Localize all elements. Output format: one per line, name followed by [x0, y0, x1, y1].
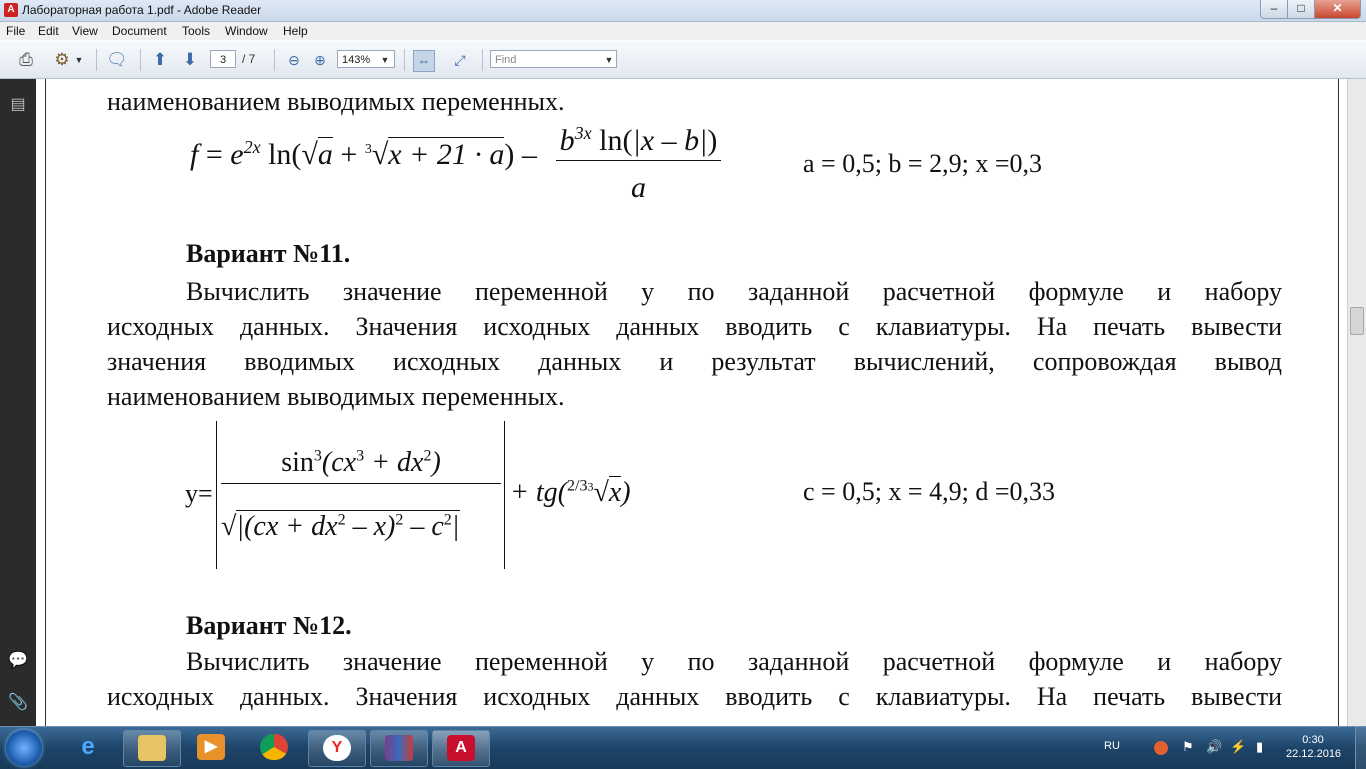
- formula-f-values: a = 0,5; b = 2,9; x =0,3: [803, 149, 1042, 178]
- maximize-button[interactable]: □: [1287, 0, 1315, 19]
- toolbar: [0, 41, 1366, 79]
- menu-document[interactable]: Document: [112, 24, 167, 38]
- taskbar-app[interactable]: [432, 730, 490, 767]
- menu-bar: [0, 22, 1366, 40]
- navigation-panel: [0, 79, 36, 726]
- taskbar-app[interactable]: [183, 730, 239, 765]
- toolbar-separator: [482, 49, 483, 71]
- menu-file[interactable]: File: [6, 24, 26, 38]
- formula-y-tangent: + tg($^{2/33}$√x): [510, 477, 631, 508]
- pages-icon[interactable]: ▤: [10, 96, 26, 113]
- taskbar-app[interactable]: [370, 730, 428, 767]
- adobe-reader-icon: A: [447, 735, 475, 761]
- document-view[interactable]: [36, 79, 1347, 726]
- toolbar-separator: [96, 49, 97, 71]
- clock-time: 0:30: [1302, 734, 1324, 746]
- page-total: / 7: [242, 52, 256, 66]
- zoom-out-icon[interactable]: ⊖: [288, 52, 300, 68]
- window-title: Лабораторная работа 1.pdf - Adobe Reader: [22, 3, 262, 17]
- taskbar-app[interactable]: [123, 730, 181, 767]
- vertical-scrollbar[interactable]: [1347, 79, 1366, 726]
- taskbar-app[interactable]: [246, 730, 302, 765]
- taskbar: [0, 726, 1366, 769]
- show-desktop-button[interactable]: [1355, 727, 1366, 769]
- comments-icon[interactable]: 💬: [8, 652, 28, 669]
- toolbar-separator: [140, 49, 141, 71]
- menu-help[interactable]: Help: [283, 24, 308, 38]
- close-button[interactable]: ✕: [1314, 0, 1361, 19]
- formula-y-lhs: y=: [185, 479, 213, 508]
- paragraph-line: исходных данных. Значения исходных данных вводить с клавиатуры. На печать вывести: [107, 312, 1282, 341]
- winrar-icon: [385, 735, 413, 761]
- chevron-down-icon[interactable]: ▼: [380, 55, 390, 65]
- tools-icon[interactable]: ⚙: [54, 50, 70, 69]
- print-icon[interactable]: ⎙: [19, 50, 33, 69]
- taskbar-app[interactable]: [60, 730, 116, 765]
- zoom-select[interactable]: 143%: [337, 50, 395, 68]
- paragraph-line: наименованием выводимых переменных.: [107, 87, 565, 116]
- ie-icon: e: [81, 733, 95, 760]
- yandex-icon: Y: [323, 735, 351, 761]
- menu-view[interactable]: View: [72, 24, 98, 38]
- menu-tools[interactable]: Tools: [182, 24, 211, 38]
- title-bar: [0, 0, 1366, 22]
- chevron-down-icon[interactable]: ▼: [604, 55, 614, 65]
- clock-date: 22.12.2016: [1286, 748, 1342, 760]
- clock[interactable]: [1286, 733, 1340, 761]
- attachment-icon[interactable]: 📎: [8, 694, 28, 711]
- media-player-icon: ▶: [197, 734, 225, 760]
- paragraph-line: значения вводимых исходных данных и результат вычислений, сопровождая вывод: [107, 347, 1282, 376]
- minimize-button[interactable]: –: [1260, 0, 1288, 19]
- language-indicator[interactable]: RU: [1104, 740, 1120, 752]
- chrome-icon: [260, 734, 288, 760]
- paragraph-line: Вычислить значение переменной y по заданной расчетной формуле и набору: [186, 647, 1282, 676]
- arrow-down-icon[interactable]: ⬇: [182, 50, 198, 69]
- flag-icon[interactable]: ⚑: [1182, 739, 1194, 754]
- arrow-up-icon[interactable]: ⬆: [152, 50, 168, 69]
- notification-icon[interactable]: ▮: [1256, 739, 1264, 754]
- formula-f: $f = e^{2x}$ ln(√a + $^3$√x + 21 · a) –: [190, 137, 537, 171]
- formula-f-denominator: a: [631, 171, 646, 204]
- fit-width-icon[interactable]: ⇔: [413, 50, 435, 72]
- adobe-reader-app-icon: A: [4, 3, 18, 17]
- abs-bar-left: [216, 421, 217, 569]
- paragraph-line: исходных данных. Значения исходных данных вводить с клавиатуры. На печать вывести: [107, 682, 1282, 711]
- paragraph-line: наименованием выводимых переменных.: [107, 382, 565, 411]
- menu-edit[interactable]: Edit: [38, 24, 59, 38]
- abs-bar-right: [504, 421, 505, 569]
- menu-window[interactable]: Window: [225, 24, 268, 38]
- formula-y-denominator: $√|(cx + dx^2 - x)^2 - c^2|$: [221, 511, 460, 542]
- toolbar-separator: [404, 49, 405, 71]
- chevron-down-icon[interactable]: ▼: [74, 55, 84, 65]
- formula-y-values: c = 0,5; x = 4,9; d =0,33: [803, 477, 1055, 506]
- page-number-input[interactable]: 3: [210, 50, 236, 68]
- folder-icon: [138, 735, 166, 761]
- formula-f-numerator: $b^{3x}$ ln(|x – b|): [556, 123, 721, 161]
- taskbar-app[interactable]: [308, 730, 366, 767]
- power-icon[interactable]: ⚡: [1230, 739, 1247, 754]
- find-input[interactable]: Find: [490, 50, 617, 68]
- formula-y-numerator: $\sin^3(cx^3 + dx^2)$: [221, 447, 501, 484]
- start-button[interactable]: [6, 730, 42, 766]
- fit-page-icon[interactable]: ⤢: [454, 52, 466, 68]
- variant-12-heading: Вариант №12.: [186, 611, 352, 640]
- volume-icon[interactable]: 🔊: [1206, 739, 1223, 754]
- zoom-in-icon[interactable]: ⊕: [314, 52, 326, 68]
- network-icon[interactable]: [1154, 741, 1168, 755]
- toolbar-separator: [274, 49, 275, 71]
- scrollbar-thumb[interactable]: [1350, 307, 1364, 335]
- paragraph-line: Вычислить значение переменной y по заданной расчетной формуле и набору: [186, 277, 1282, 306]
- variant-11-heading: Вариант №11.: [186, 239, 351, 268]
- comment-icon[interactable]: 🗨: [106, 50, 128, 69]
